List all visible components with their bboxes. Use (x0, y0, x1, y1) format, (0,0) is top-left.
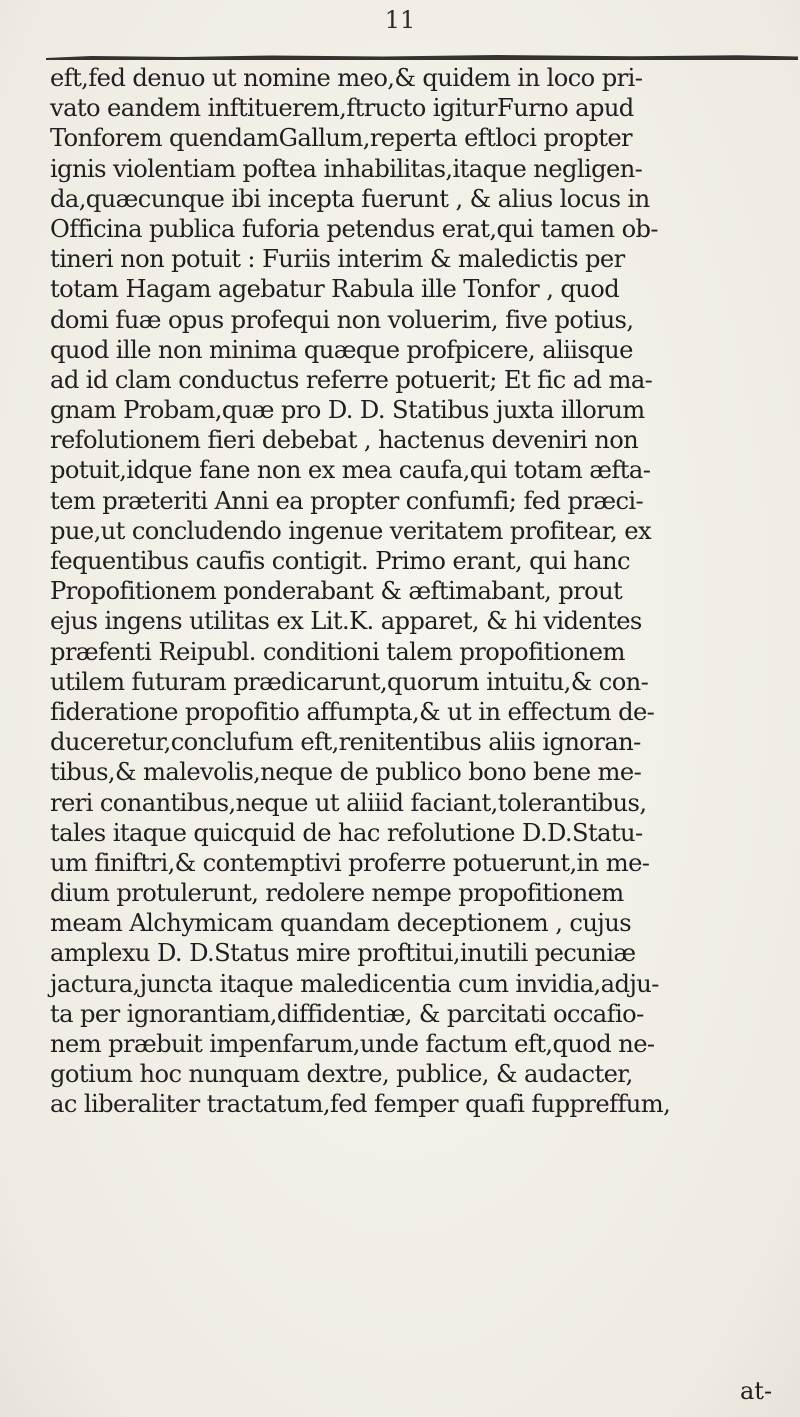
page-number: 11 (384, 6, 416, 34)
body-text (50, 63, 800, 1120)
text-line: pue,ut concludendo ingenue veritatem profitear, ex (50, 516, 652, 545)
text-line: Officina publica fuforia petendus erat,qui tamen ob- (50, 214, 658, 243)
text-line: fideratione propofitio affumpta,& ut in effectum de- (50, 697, 655, 726)
text-line: reri conantibus,neque ut aliiid faciant,tolerantibus, (50, 788, 647, 817)
text-line: eft,fed denuo ut nomine meo,& quidem in loco pri- (50, 64, 643, 92)
text-line: potuit,idque fane non ex mea caufa,qui totam æfta- (50, 456, 651, 485)
text-line: ac liberaliter tractatum,fed femper quafi fuppreffum, (50, 1090, 671, 1119)
text-line: tem præteriti Anni ea propter confumfi; fed præci- (50, 486, 644, 515)
text-line: tales itaque quicquid de hac refolutione D.D.Statu- (50, 818, 643, 847)
text-line: Tonforem quendamGallum,reperta eftloci propter (50, 124, 633, 153)
header-rule (46, 55, 798, 60)
text-line: duceretur,conclufum eft,renitentibus aliis ignoran- (50, 728, 641, 757)
catchword: at- (740, 1377, 773, 1405)
text-line: gotium hoc nunquam dextre, publice, & audacter, (50, 1060, 633, 1089)
text-line: totam Hagam agebatur Rabula ille Tonfor , quod (50, 275, 620, 304)
text-line: fequentibus caufis contigit. Primo erant, qui hanc (50, 547, 630, 575)
text-line: quod ille non minima quæque profpicere, aliisque (50, 335, 633, 364)
text-line: nem præbuit impenfarum,unde factum eft,quod ne- (50, 1030, 655, 1058)
text-line: utilem futuram prædicarunt,quorum intuitu,& con- (50, 667, 649, 696)
text-line: domi fuæ opus profequi non voluerim, five potius, (50, 305, 634, 334)
text-line: refolutionem fieri debebat , hactenus deveniri non (50, 426, 639, 455)
text-line: præfenti Reipubl. conditioni talem propofitionem (50, 637, 625, 666)
text-line: ta per ignorantiam,diffidentiæ, & parcitati occafio- (50, 999, 644, 1028)
text-line: Propofitionem ponderabant & æftimabant, prout (50, 577, 623, 606)
text-line: tineri non potuit : Furiis interim & maledictis per (50, 245, 625, 274)
text-line: jactura,juncta itaque maledicentia cum invidia,adju- (50, 969, 659, 998)
text-line: tibus,& malevolis,neque de publico bono bene me- (50, 758, 642, 787)
text-line: ad id clam conductus referre potuerit; Et fic ad ma- (50, 365, 653, 394)
text-line: gnam Probam,quæ pro D. D. Statibus juxta illorum (50, 396, 645, 425)
text-line: um finiftri,& contemptivi proferre potuerunt,in me- (50, 848, 650, 877)
text-line: da,quæcunque ibi incepta fuerunt , & alius locus in (50, 184, 650, 213)
text-line: meam Alchymicam quandam deceptionem , cujus (50, 909, 632, 938)
text-line: vato eandem inftituerem,ftructo igiturFurno apud (50, 94, 634, 123)
text-line: ejus ingens utilitas ex Lit.K. apparet, & hi videntes (50, 607, 642, 636)
text-line: ignis violentiam poftea inhabilitas,itaque negligen- (50, 154, 643, 183)
text-line: amplexu D. D.Status mire proftitui,inutili pecuniæ (50, 939, 636, 968)
text-line: dium protulerunt, redolere nempe propofitionem (50, 879, 624, 908)
